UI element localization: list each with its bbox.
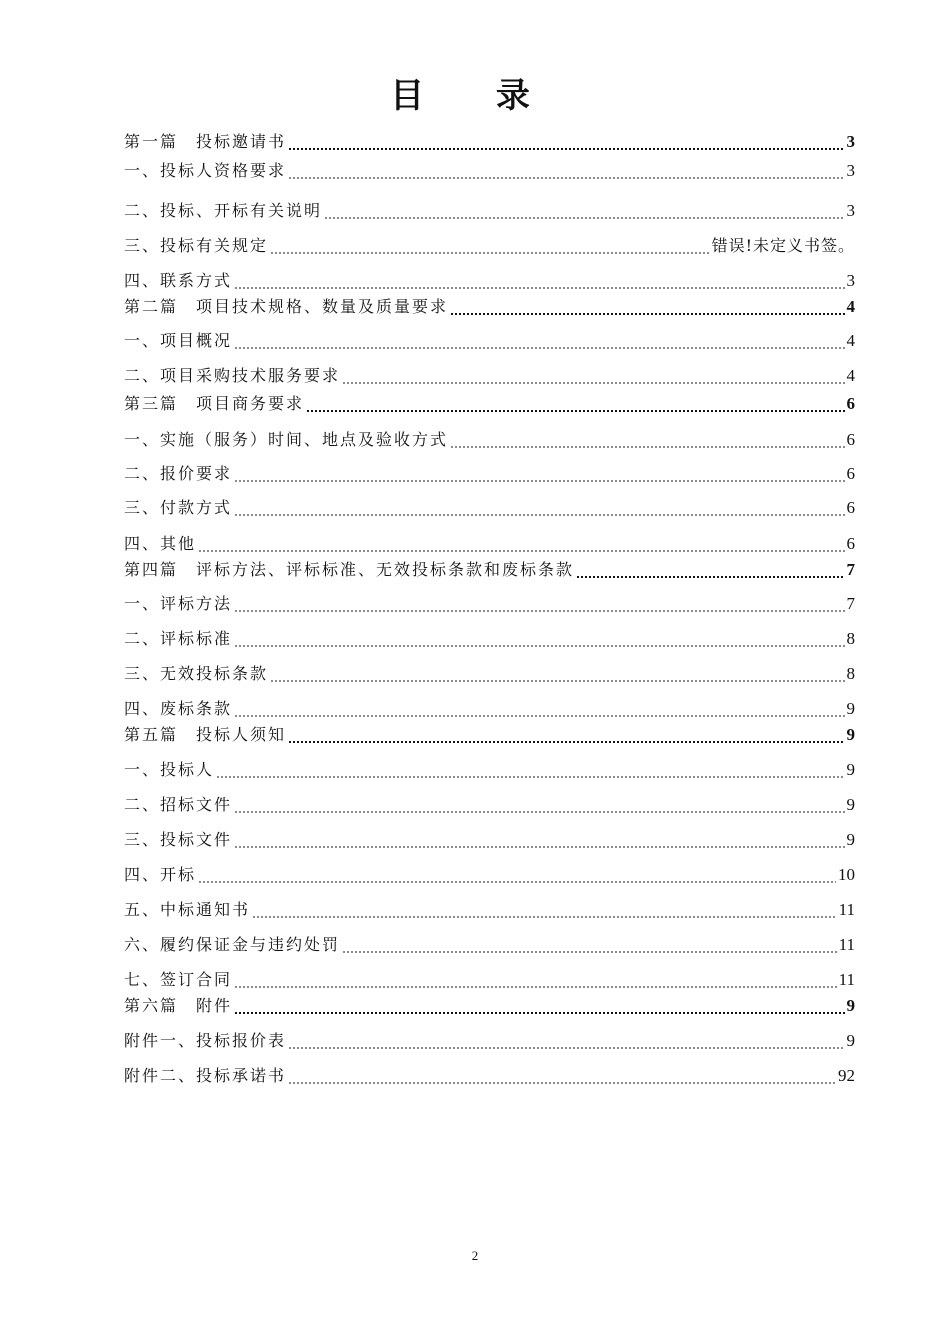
- toc-entry-label: 四、其他: [124, 534, 197, 553]
- toc-entry-page: 6: [846, 394, 855, 413]
- toc-entry-label: 三、无效投标条款: [124, 664, 269, 683]
- toc-entry-page: 9: [846, 1031, 855, 1050]
- toc-entry[interactable]: [124, 197, 855, 221]
- toc-entry-page: 6: [846, 534, 855, 553]
- dot-leader: [234, 498, 844, 518]
- toc-entry-label: 七、签订合同: [124, 970, 233, 989]
- dot-leader: [234, 830, 844, 850]
- toc-entry-label: 附件二、投标承诺书: [124, 1066, 287, 1085]
- toc-part-entry[interactable]: [124, 390, 855, 414]
- dot-leader: [288, 1066, 836, 1086]
- toc-entry[interactable]: [124, 267, 855, 291]
- toc-entry[interactable]: [124, 931, 855, 955]
- toc-entry-label: 二、报价要求: [124, 464, 233, 483]
- toc-entry[interactable]: [124, 756, 855, 780]
- toc-entry-label: 六、履约保证金与违约处罚: [124, 935, 341, 954]
- toc-entry-label: 四、废标条款: [124, 699, 233, 718]
- toc-part-entry[interactable]: [124, 128, 855, 152]
- dot-leader: [342, 935, 837, 955]
- toc-entry[interactable]: [124, 695, 855, 719]
- toc-part-entry[interactable]: [124, 992, 855, 1016]
- toc-entry[interactable]: [124, 660, 855, 684]
- toc-entry-label: 二、项目采购技术服务要求: [124, 366, 341, 385]
- toc-entry-label: 五、中标通知书: [124, 900, 251, 919]
- toc-entry[interactable]: [124, 327, 855, 351]
- toc-entry-label: 附件一、投标报价表: [124, 1031, 287, 1050]
- toc-entry-page: 7: [846, 594, 855, 613]
- toc-entry-label: 一、投标人资格要求: [124, 161, 287, 180]
- toc-entry-label: 二、评标标准: [124, 629, 233, 648]
- toc-entry-label: 三、投标有关规定: [124, 236, 269, 255]
- dot-leader: [288, 1031, 844, 1051]
- toc-entry-page: 9: [846, 699, 855, 718]
- toc-entry[interactable]: [124, 362, 855, 386]
- toc-entry-page: 9: [846, 760, 855, 779]
- toc-entry[interactable]: [124, 896, 855, 920]
- dot-leader: [234, 795, 844, 815]
- toc-entry-label: 一、实施（服务）时间、地点及验收方式: [124, 430, 449, 449]
- toc-entry-page: 92: [838, 1066, 855, 1085]
- toc-title: 目 录: [390, 76, 560, 116]
- dot-leader: [270, 236, 710, 256]
- toc-entry[interactable]: [124, 232, 855, 256]
- toc-entry[interactable]: [124, 791, 855, 815]
- toc-entry[interactable]: [124, 861, 855, 885]
- toc-entry-page: 7: [846, 560, 855, 579]
- toc-entry-page: 3: [846, 161, 855, 180]
- toc-entry-page: 9: [846, 725, 855, 744]
- toc-entry[interactable]: [124, 1062, 855, 1086]
- dot-leader: [450, 297, 844, 317]
- toc-entry-label: 四、联系方式: [124, 271, 233, 290]
- dot-leader: [234, 464, 844, 484]
- dot-leader: [270, 664, 844, 684]
- dot-leader: [342, 366, 844, 386]
- dot-leader: [450, 430, 844, 450]
- dot-leader: [234, 996, 844, 1016]
- toc-entry-label: 三、付款方式: [124, 498, 233, 517]
- toc-entry[interactable]: [124, 157, 855, 181]
- toc-entry-label: 三、投标文件: [124, 830, 233, 849]
- dot-leader: [324, 201, 844, 221]
- toc-entry[interactable]: [124, 460, 855, 484]
- toc-part-entry[interactable]: [124, 721, 855, 745]
- toc-entry-label: 第五篇 投标人须知: [124, 725, 287, 744]
- toc-entry-page: 3: [846, 201, 855, 220]
- toc-entry-page: 4: [846, 331, 855, 350]
- toc-part-entry[interactable]: [124, 293, 855, 317]
- dot-leader: [198, 534, 844, 554]
- toc-entry[interactable]: [124, 530, 855, 554]
- dot-leader: [234, 629, 844, 649]
- dot-leader: [252, 900, 837, 920]
- dot-leader: [234, 271, 844, 291]
- toc-entry-label: 二、投标、开标有关说明: [124, 201, 323, 220]
- dot-leader: [216, 760, 844, 780]
- dot-leader: [306, 394, 844, 414]
- toc-entry-label: 第三篇 项目商务要求: [124, 394, 305, 413]
- toc-entry[interactable]: [124, 590, 855, 614]
- toc-entry[interactable]: [124, 494, 855, 518]
- toc-entry-label: 二、招标文件: [124, 795, 233, 814]
- toc-entry-page: 4: [846, 366, 855, 385]
- toc-entry-label: 第二篇 项目技术规格、数量及质量要求: [124, 297, 449, 316]
- toc-entry-page: 3: [846, 271, 855, 290]
- page-number: 2: [471, 1248, 479, 1263]
- toc-entry-page: 11: [838, 970, 855, 989]
- toc-entry-page: 8: [846, 664, 855, 683]
- toc-part-entry[interactable]: [124, 556, 855, 580]
- toc-entry-label: 一、投标人: [124, 760, 215, 779]
- toc-entry-label: 第六篇 附件: [124, 996, 233, 1015]
- dot-leader: [288, 132, 844, 152]
- dot-leader: [198, 865, 836, 885]
- dot-leader: [234, 594, 844, 614]
- toc-entry-label: 四、开标: [124, 865, 197, 884]
- toc-entry[interactable]: [124, 966, 855, 990]
- toc-entry-page: 9: [846, 996, 855, 1015]
- dot-leader: [288, 725, 844, 745]
- toc-entry-page: 9: [846, 830, 855, 849]
- toc-entry-page: 8: [846, 629, 855, 648]
- dot-leader: [234, 331, 844, 351]
- dot-leader: [234, 699, 844, 719]
- toc-entry-page: 6: [846, 464, 855, 483]
- toc-entry-label: 第四篇 评标方法、评标标准、无效投标条款和废标条款: [124, 560, 575, 579]
- toc-entry-page: 6: [846, 430, 855, 449]
- dot-leader: [234, 970, 837, 990]
- toc-entry[interactable]: [124, 826, 855, 850]
- toc-entry[interactable]: [124, 625, 855, 649]
- toc-entry[interactable]: [124, 1027, 855, 1051]
- toc-entry-page: 10: [838, 865, 855, 884]
- toc-entry-page: 3: [846, 132, 855, 151]
- dot-leader: [576, 560, 844, 580]
- dot-leader: [288, 161, 844, 181]
- toc-entry-label: 第一篇 投标邀请书: [124, 132, 287, 151]
- toc-entry[interactable]: [124, 426, 855, 450]
- toc-entry-label: 一、评标方法: [124, 594, 233, 613]
- toc-entry-page: 错误!未定义书签。: [711, 236, 855, 255]
- toc-entry-label: 一、项目概况: [124, 331, 233, 350]
- toc-entry-page: 11: [838, 900, 855, 919]
- toc-entry-page: 6: [846, 498, 855, 517]
- toc-entry-page: 4: [846, 297, 855, 316]
- toc-entry-page: 11: [838, 935, 855, 954]
- toc-entry-page: 9: [846, 795, 855, 814]
